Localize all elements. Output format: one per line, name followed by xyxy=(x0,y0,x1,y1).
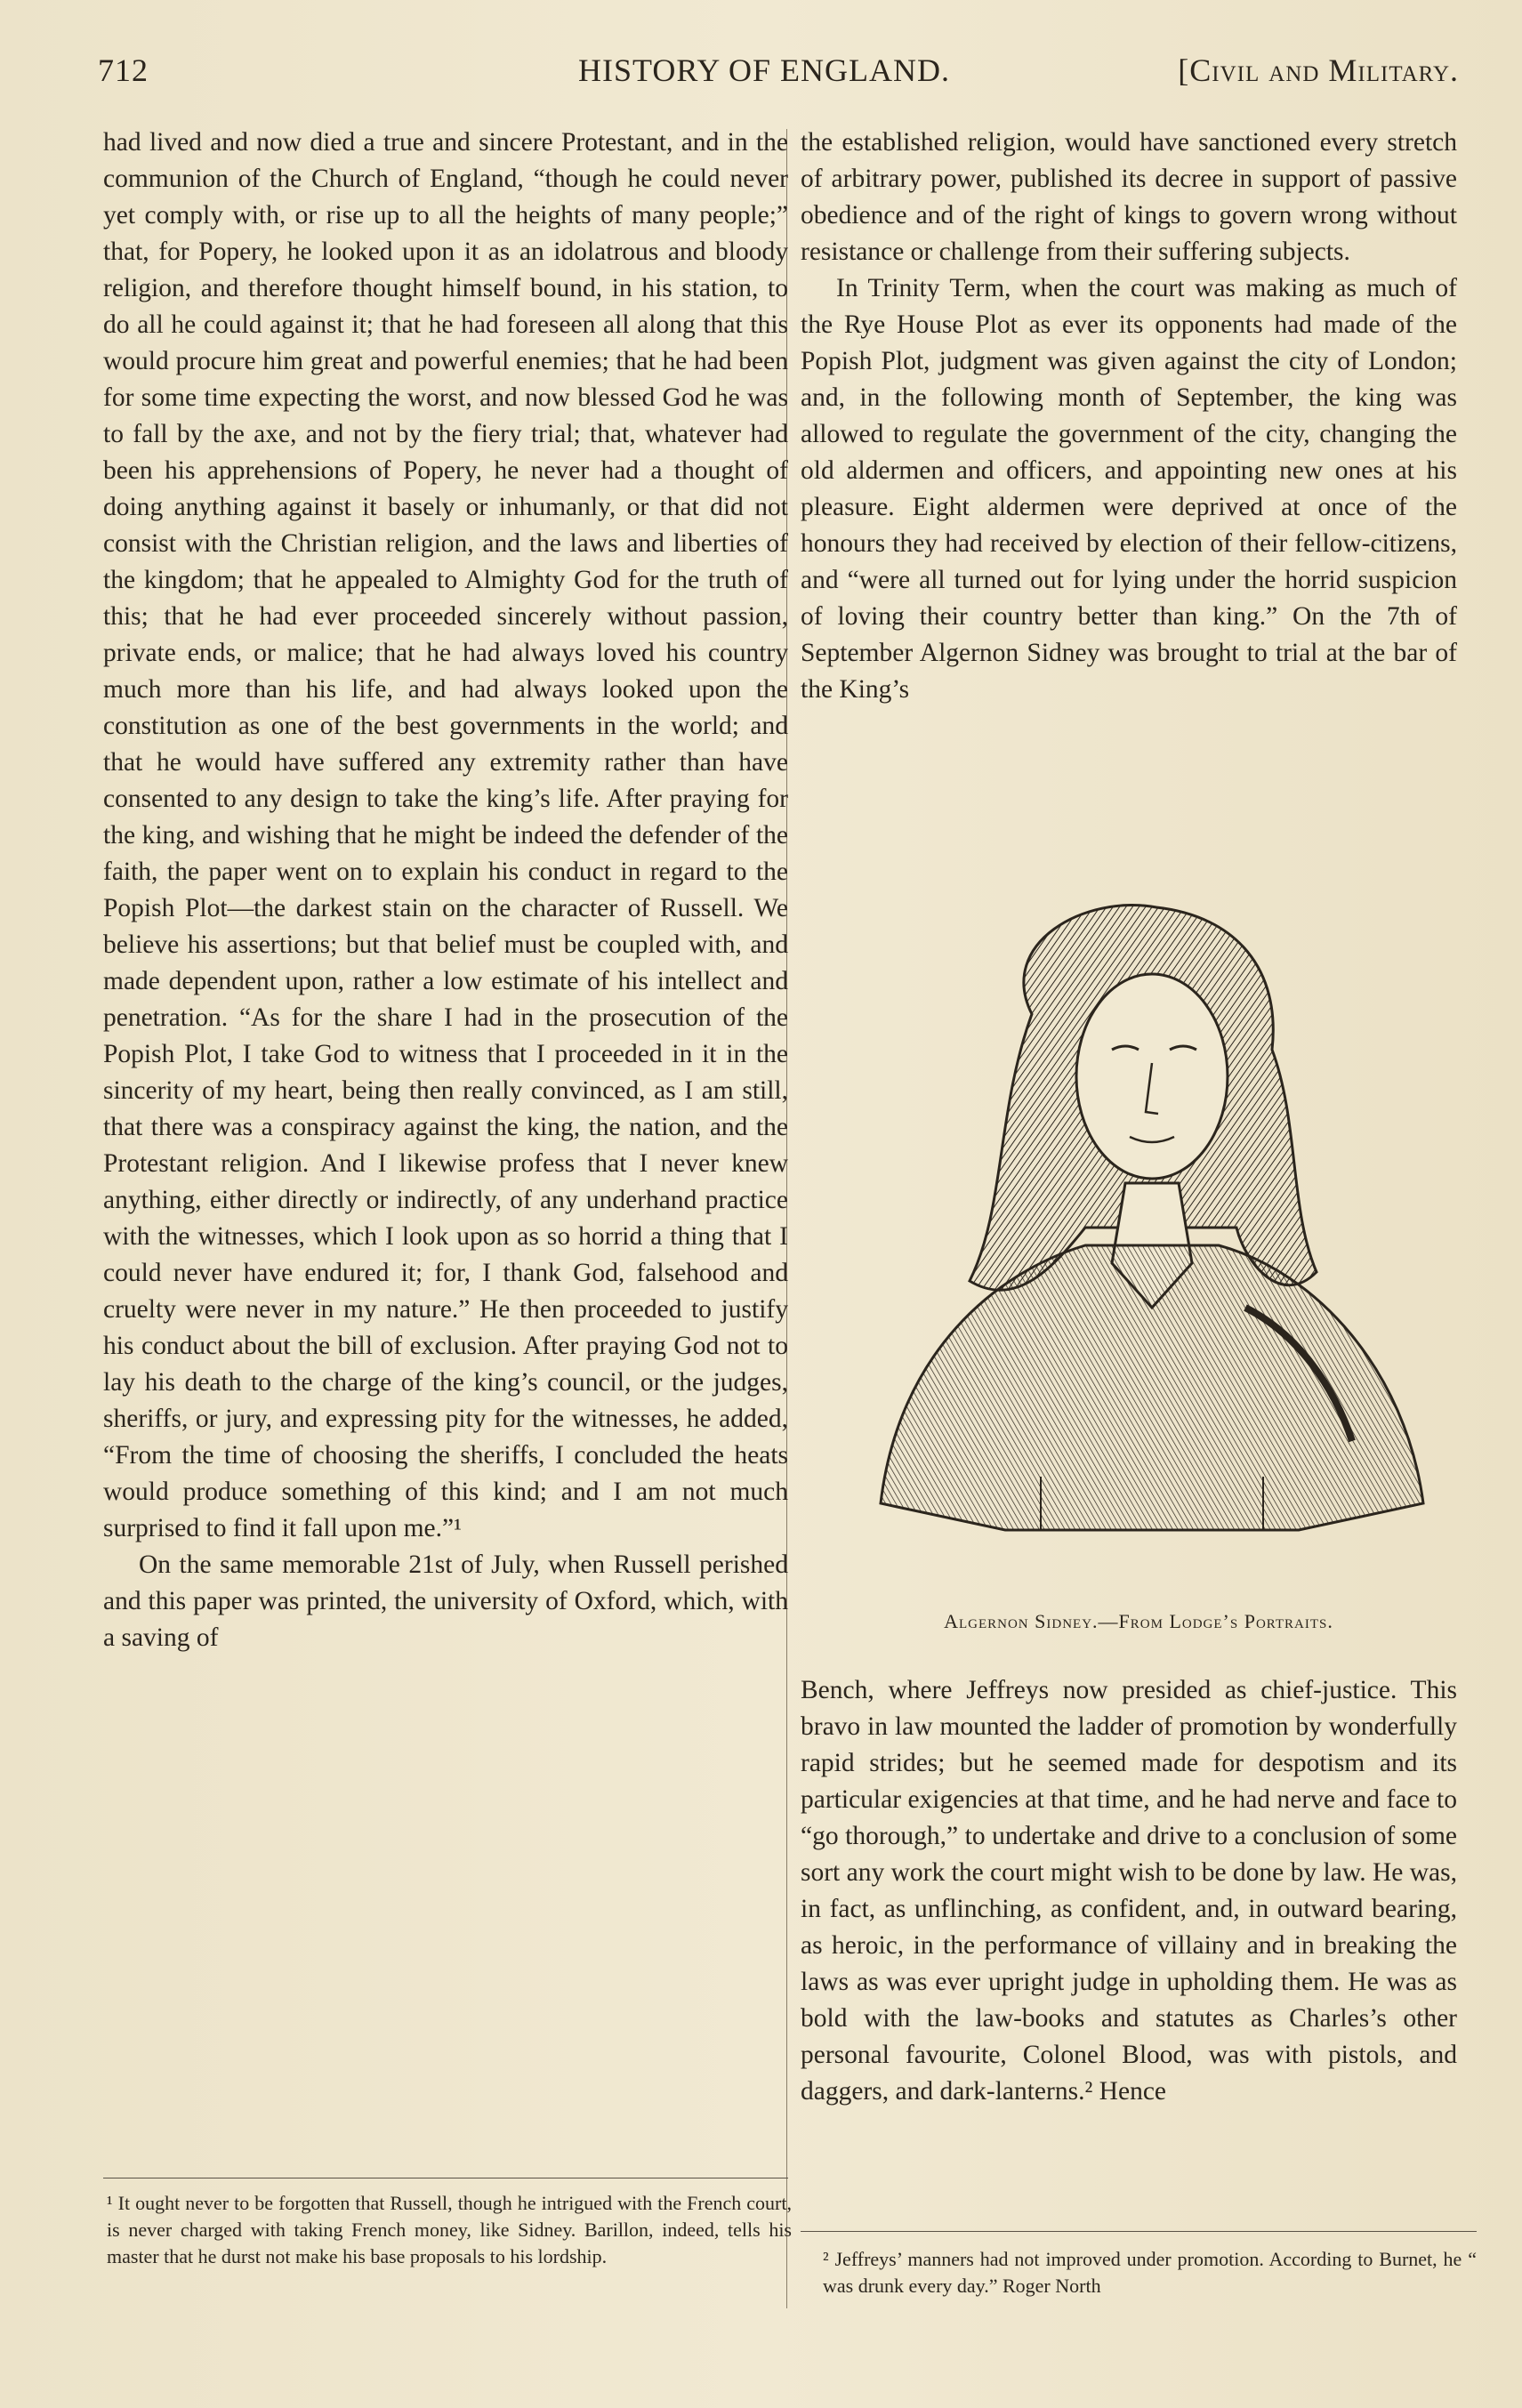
page-number: 712 xyxy=(98,52,149,88)
paragraph: had lived and now died a true and sincere Protestant, and in the communion of the Church of England, “though he could never yet comply with, or rise up to all the heights of many people;” that, for Popery, he looked upon it as an idolatrous and bloody religion, and therefore thought himself bound, in his station, to do all he could against it; that he had foreseen all along that this would procure him great and powerful enemies; that he had been for some time expecting the worst, and now blessed God he was to fall by the axe, and not by the fiery trial; that, whatever had been his apprehensions of Popery, he never had a thought of doing anything against it basely or inhumanly, or that did not consist with the Christian religion, and the laws and liberties of the kingdom; that he appealed to Almighty God for the truth of this; that he had ever proceeded sincerely without passion, private ends, or malice; that he had always loved his country much more than his life, and had always looked upon the constitution as one of the best governments in the world; and that he would have suffered any extremity rather than have consented to any design to take the king’s life. After praying for the king, and wishing that he might be indeed the defender of the faith, the paper went on to explain his conduct in regard to the Popish Plot—the darkest stain on the character of Russell. We believe his assertions; but that belief must be coupled with, and made dependent upon, rather a low estimate of his intellect and penetration. “As for the share I had in the prosecution of the Popish Plot, I take God to witness that I proceeded in it in the sincerity of my heart, being then really convinced, as I am still, that there was a conspiracy against the king, the nation, and the Protestant religion. And I likewise profess that I never knew anything, either directly or indirectly, of any underhand practice with the witnesses, which I look upon as so horrid a thing that I could never have endured it; for, I thank God, falsehood and cruelty were never in my nature.” He then proceeded to justify his conduct about the bill of exclusion. After praying God not to lay his death to the charge of the king’s council, or the judges, sheriffs, or jury, and expressing pity for the witnesses, he added, “From the time of choosing the sheriffs, I concluded the heats would produce something of this kind; and I am not much surprised to find it fall upon me.”¹ xyxy=(103,128,788,1542)
paragraph: the established religion, would have sanctioned every stretch of arbitrary power, published its decree in support of passive obedience and of the right of kings to govern wrong without resistance or challenge from their suffering subjects. xyxy=(801,128,1457,266)
footnote-rule xyxy=(801,2231,1477,2232)
footnote-1: ¹ It ought never to be forgotten that Russell, though he intrigued with the French court, is never charged with taking French money, like Sidney. Barillon, indeed, tells his master that he durst not make his base proposals to his lordship. xyxy=(107,2192,792,2267)
footnote-2: ² Jeffreys’ manners had not improved under promotion. According to Burnet, he “ was drunk every day.” Roger North xyxy=(823,2248,1477,2297)
right-column-top xyxy=(801,125,1457,708)
right-column-bottom xyxy=(801,1672,1457,2110)
figure-caption: Algernon Sidney.—From Lodge’s Portraits. xyxy=(944,1610,1333,1632)
portrait-illustration xyxy=(818,890,1459,1574)
book-title: HISTORY OF ENGLAND. xyxy=(578,52,951,88)
section-title: [Civil and Military. xyxy=(1178,52,1459,88)
running-header xyxy=(98,52,1459,105)
left-column xyxy=(103,125,788,1656)
paragraph: On the same memorable 21st of July, when Russell perished and this paper was printed, the university of Oxford, which, with a saving of xyxy=(103,1550,788,1652)
paragraph: Bench, where Jeffreys now presided as chief-justice. This bravo in law mounted the ladder of promotion by wonderfully rapid strides; but he seemed made for despotism and its particular exigencies at that time, and he had nerve and face to “go thorough,” to undertake and drive to a conclusion of some sort any work the court might wish to be done by law. He was, in fact, as unflinching, as confident, and, in outward bearing, as heroic, in the performance of villainy and in breaking the laws as was ever upright judge in upholding them. He was as bold with the law-books and statutes as Charles’s other personal favourite, Colonel Blood, was with pistols, and daggers, and dark-lanterns.² Hence xyxy=(801,1676,1457,2106)
paragraph: In Trinity Term, when the court was making as much of the Rye House Plot as ever its opponents had made of the Popish Plot, judgment was given against the city of London; and, in the following month of September, the king was allowed to regulate the government of the city, changing the old aldermen and officers, and appointing new ones at his pleasure. Eight aldermen were deprived at once of the honours they had received by election of their fellow-citizens, and “were all turned out for lying under the horrid suspicion of loving their country better than king.” On the 7th of September Algernon Sidney was brought to trial at the bar of the King’s xyxy=(801,274,1457,704)
